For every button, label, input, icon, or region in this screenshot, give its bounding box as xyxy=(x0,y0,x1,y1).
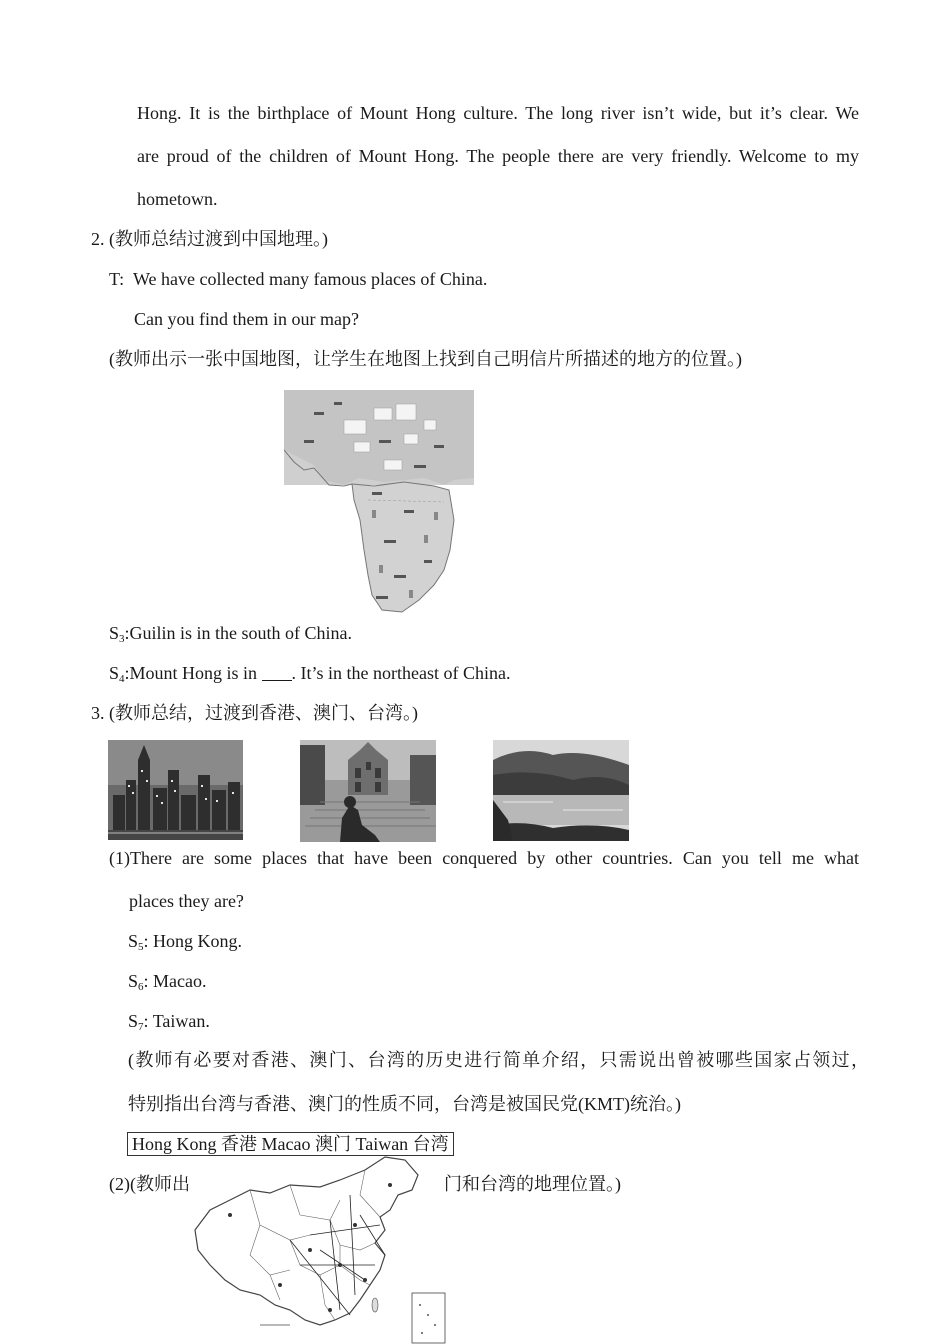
speaker-label: S xyxy=(109,623,120,643)
speaker-label: S xyxy=(109,663,120,683)
question-line: places they are? xyxy=(129,891,244,911)
student-line-s6 xyxy=(128,970,207,998)
fill-in-blank xyxy=(262,664,292,681)
hong-kong-photo xyxy=(108,740,243,840)
dialogue-line: . It’s in the northeast of China. xyxy=(291,663,511,683)
south-china-map-image xyxy=(284,390,474,616)
teacher-note: (教师有必要对香港、澳门、台湾的历史进行简单介绍，只需说出曾被哪些国家占领过， xyxy=(128,1050,869,1070)
student-line-s3: $S_3:Guilin$ is in the south of China. xyxy=(109,623,353,645)
dialogue-line: Guilin is in the south of China. xyxy=(129,623,353,643)
question-line: (2)(教师出 xyxy=(109,1174,190,1194)
student-line-s5 xyxy=(128,930,242,958)
speaker-label: S xyxy=(128,931,139,951)
question-line: 门和台湾的地理位置。) xyxy=(444,1174,621,1194)
paragraph-line: hometown. xyxy=(137,189,218,209)
china-map-image xyxy=(190,1155,448,1344)
dialogue-line: We have collected many famous places of China. xyxy=(133,269,488,289)
speaker-subscript: 3 xyxy=(119,633,125,645)
section-heading: 3. (教师总结，过渡到香港、澳门、台湾。) xyxy=(91,703,418,723)
dialogue-line: : Macao. xyxy=(143,971,207,991)
vocabulary-box: Hong Kong 香港 Macao 澳门 Taiwan 台湾 xyxy=(127,1132,454,1156)
paragraph-line: are proud of the children of Mount Hong. The people there are very friendly. Welcome to my xyxy=(137,146,859,166)
speaker-label: T: xyxy=(109,269,125,289)
speaker-subscript: 5 xyxy=(138,941,144,953)
speaker-subscript: 7 xyxy=(138,1021,144,1033)
student-line-s4: $S_4:Mount$ Hong is in . It’s in the northeast of China. xyxy=(109,663,511,685)
speaker-subscript: 6 xyxy=(138,981,144,993)
paragraph-line: Hong. It is the birthplace of Mount Hong culture. The long river isn’t wide, but it’s clear. We xyxy=(137,103,859,123)
speaker-label: S xyxy=(128,1011,139,1031)
student-line-s7 xyxy=(128,1010,210,1038)
teacher-note: (教师出示一张中国地图，让学生在地图上找到自己明信片所描述的地方的位置。) xyxy=(109,349,742,369)
macao-photo xyxy=(300,740,436,842)
taiwan-photo xyxy=(493,740,629,841)
section-heading: 2. (教师总结过渡到中国地理。) xyxy=(91,229,328,249)
question-line: (1)There are some places that have been conquered by other countries. Can you tell me what xyxy=(109,848,859,868)
dialogue-line: : Hong Kong. xyxy=(143,931,243,951)
speaker-subscript: 4 xyxy=(119,673,125,685)
dialogue-line: Mount Hong is in xyxy=(129,663,258,683)
dialogue-line: : Taiwan. xyxy=(143,1011,210,1031)
dialogue-line: Can you find them in our map? xyxy=(134,309,359,329)
speaker-label: S xyxy=(128,971,139,991)
teacher-note: 特别指出台湾与香港、澳门的性质不同，台湾是被国民党(KMT)统治。) xyxy=(128,1094,681,1114)
